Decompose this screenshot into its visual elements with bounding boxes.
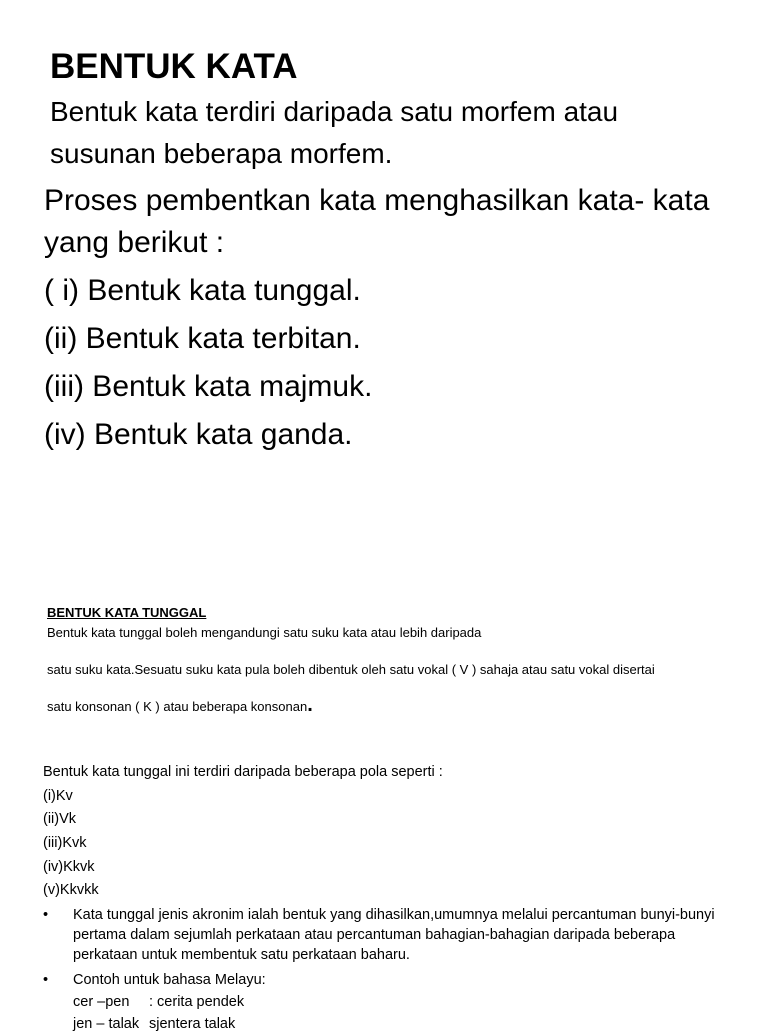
example-abbr: cer –pen xyxy=(73,994,130,1010)
bullet-text: Kata tunggal jenis akronim ialah bentuk yang dihasilkan,umumnya melalui percantuman bunyi-bunyi pertama dalam sejumlah perkataan atau percantuman bahagian-bahagian daripada beberapa perkataan untuk membentuk satu perkataan baharu. xyxy=(73,907,715,963)
paragraph-line-1: Bentuk kata tunggal boleh mengandungi satu suku kata atau lebih daripada xyxy=(47,625,482,640)
paragraph-line-2: satu suku kata.Sesuatu suku kata pula boleh dibentuk oleh satu vokal ( V ) sahaja atau satu vokal disertai xyxy=(47,662,655,677)
process-line-1: Proses pembentkan kata menghasilkan kata- kata xyxy=(44,184,710,217)
section-title: BENTUK KATA TUNGGAL xyxy=(47,605,207,620)
process-item-4: (iv) Bentuk kata ganda. xyxy=(44,418,353,451)
process-item-3: (iii) Bentuk kata majmuk. xyxy=(44,370,373,403)
pattern-item-1: (i)Kv xyxy=(43,788,73,804)
paragraph-line-3-text: satu konsonan ( K ) atau beberapa konsonan xyxy=(47,699,308,714)
pattern-item-3: (iii)Kvk xyxy=(43,835,87,851)
paragraph-line-3 xyxy=(47,694,313,716)
example-abbr: jen – talak xyxy=(73,1016,140,1032)
intro-line-1: Bentuk kata terdiri daripada satu morfem atau xyxy=(50,96,619,127)
bullet-text: Contoh untuk bahasa Melayu: xyxy=(73,972,266,988)
pattern-item-4: (iv)Kkvk xyxy=(43,859,95,875)
patterns-intro: Bentuk kata tunggal ini terdiri daripada beberapa pola seperti : xyxy=(43,764,443,780)
bullet-item-example xyxy=(43,970,743,990)
paragraph-end-dot: . xyxy=(307,694,313,716)
process-item-2: (ii) Bentuk kata terbitan. xyxy=(44,322,361,355)
bullet-mark: • xyxy=(43,972,49,988)
page-title: BENTUK KATA xyxy=(50,47,298,86)
example-row-1 xyxy=(73,992,244,1012)
bullet-item-acronym xyxy=(43,905,743,965)
pattern-item-5: (v)Kkvkk xyxy=(43,882,99,898)
example-meaning: sjentera talak xyxy=(149,1016,236,1032)
example-row-2 xyxy=(73,1014,235,1034)
process-line-2: yang berikut : xyxy=(44,226,225,259)
bullet-mark: • xyxy=(43,907,49,923)
example-meaning: : cerita pendek xyxy=(149,994,245,1010)
pattern-item-2: (ii)Vk xyxy=(43,811,77,827)
intro-line-2: susunan beberapa morfem. xyxy=(50,138,393,169)
process-item-1: ( i) Bentuk kata tunggal. xyxy=(44,274,361,307)
